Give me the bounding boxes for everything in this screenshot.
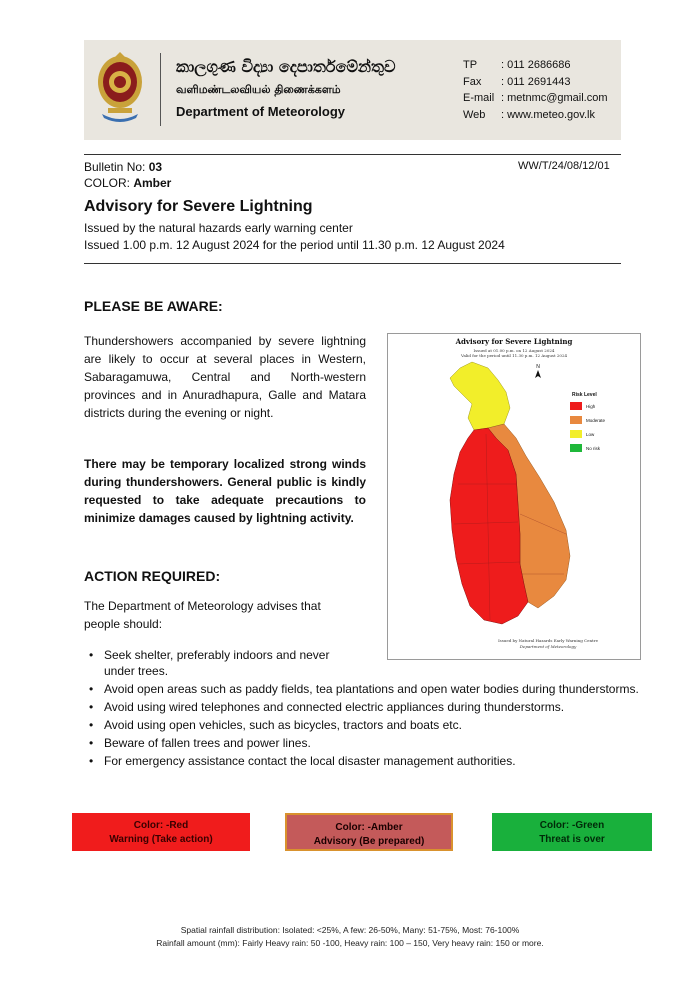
contact-block [463,57,608,123]
org-name-sinhala: කාලගුණ විද්‍යා දෙපාර්තමේන්තුව [176,57,396,76]
legend-high-swatch [570,402,582,410]
level-green-title: Color: -Green [539,820,605,831]
level-red-box [72,813,250,851]
aware-paragraph: Thundershowers accompanied by severe lightning are likely to occur at several places in Western, Sabaragamuwa, Central and North-western provinces and in Anuradhapura, Galle and Matara districts during the evening or night. [84,334,366,420]
action-heading: ACTION REQUIRED: [84,568,221,584]
winds-paragraph: There may be temporary localized strong winds during thundershowers. General public is kindly requested to take adequate precautions to minimize damages caused by lightning activity. [84,457,366,525]
org-name-english: Department of Meteorology [176,104,346,119]
footer-line1: Spatial rainfall distribution: Isolated: <25%, A few: 26-50%, Many: 51-75%, Most: 76-100% [180,925,520,935]
map-sub1: Issued at 01.00 p.m. on 12 August 2024 [473,348,555,353]
legend-moderate-swatch [570,416,582,424]
legend-low-label: Low [586,432,595,437]
level-green-desc: Threat is over [539,834,605,845]
contact-fax: Fax : 011 2691443 [463,75,571,88]
rule-top [84,154,621,155]
sri-lanka-map [388,334,640,659]
map-credit2: Department of Meteorology [519,644,577,649]
map-sub2: Valid for the period until 11.30 p.m. 12 August 2024 [460,353,568,358]
svg-text:N: N [536,364,540,370]
list-item: • Seek shelter, preferably indoors and never under trees. [84,647,354,679]
header-divider [160,53,161,126]
issued-by: Issued by the natural hazards early warning center [84,221,353,235]
footer-line2: Rainfall amount (mm): Fairly Heavy rain: 50 -100, Heavy rain: 100 – 150, Very heavy rain: 150 or more. [156,938,544,948]
contact-email: E-mail : metnmc@gmail.com [463,92,608,104]
emblem-icon [96,52,144,124]
org-name-tamil: வளிமண்டலவியல் திணைக்களம் [176,83,341,96]
map-title: Advisory for Severe Lightning [455,337,573,346]
bulletin-number: Bulletin No: 03 [84,160,163,174]
region-low-north [450,362,510,430]
aware-heading: PLEASE BE AWARE: [84,298,223,314]
list-item: • Avoid using wired telephones and connected electric appliances during thunderstorms. [84,699,644,715]
north-arrow-icon [535,364,541,378]
reference-code: WW/T/24/08/12/01 [518,160,610,172]
contact-web: Web : www.meteo.gov.lk [463,108,595,121]
risk-map [387,333,641,660]
legend-low-swatch [570,430,582,438]
map-credit1: Issued by Natural Hazards Early Warning Centre [498,638,598,643]
rule-bottom [84,263,621,264]
issued-time: Issued 1.00 p.m. 12 August 2024 for the period until 11.30 p.m. 12 August 2024 [84,238,505,252]
list-item: • Avoid open areas such as paddy fields, tea plantations and open water bodies during thunderstorms. [84,681,644,697]
list-item: • Beware of fallen trees and power lines. [84,735,644,751]
action-intro: The Department of Meteorology advises that people should: [84,599,321,631]
level-red-title: Color: -Red [133,820,189,831]
legend-title: Risk Level [572,392,597,398]
list-item: • For emergency assistance contact the local disaster management authorities. [84,753,644,769]
level-red-desc: Warning (Take action) [109,834,213,845]
action-list [84,647,644,771]
level-green-box [492,813,652,851]
legend-norisk-swatch [570,444,582,452]
legend-high-label: High [586,404,596,409]
bulletin-color: COLOR: Amber [84,176,172,190]
level-amber-title: Color: -Amber [335,822,403,833]
list-item: • Avoid using open vehicles, such as bicycles, tractors and boats etc. [84,717,644,733]
legend-moderate-label: Moderate [586,418,606,423]
level-amber-box [285,813,453,851]
legend-norisk-label: No risk [586,446,601,451]
level-amber-desc: Advisory (Be prepared) [313,836,425,847]
advisory-title: Advisory for Severe Lightning [84,198,313,215]
contact-tp: TP : 011 2686686 [463,59,571,71]
